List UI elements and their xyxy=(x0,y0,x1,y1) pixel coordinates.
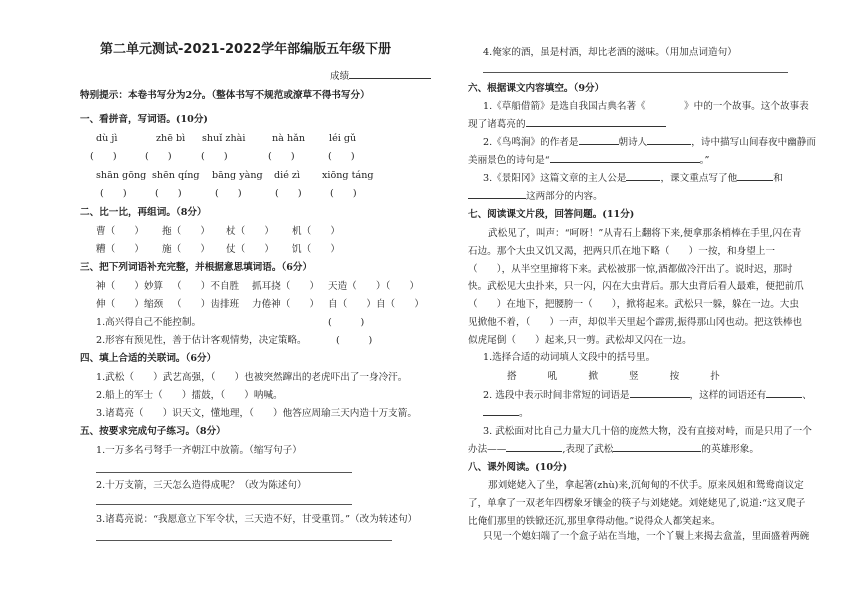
answer-blank[interactable]: ( ) xyxy=(330,188,357,199)
pinyin: zhē bì xyxy=(156,133,186,144)
question-line xyxy=(468,444,759,456)
question-text: 3. 武松面对比自己力量大几十倍的庞然大物，没有直接对峙，而是只用了一个 xyxy=(483,426,812,437)
answer-blank[interactable] xyxy=(526,126,666,127)
compare-item[interactable]: 曹（ ） xyxy=(96,226,144,237)
section-6-heading: 六、根据课文内容填空。（9分） xyxy=(468,83,605,94)
pinyin: shēn qíng xyxy=(152,170,200,181)
pinyin: shān gōng xyxy=(96,170,147,181)
compare-item[interactable]: 糟（ ） xyxy=(96,244,144,255)
question-text: 1.一万多名弓弩手一齐朝江中放箭。（缩写句子） xyxy=(96,445,302,456)
answer-line[interactable] xyxy=(483,72,788,73)
question-text: 现了诸葛亮的 xyxy=(468,119,526,130)
answer-blank[interactable]: ( ) xyxy=(201,151,228,162)
question-line xyxy=(483,390,812,402)
compare-item[interactable]: 杖（ ） xyxy=(226,226,274,237)
question-line xyxy=(483,137,816,149)
word-option: 吼 xyxy=(547,371,558,382)
question-text: 美丽景色的诗句是“ xyxy=(468,155,550,166)
pinyin: dié zì xyxy=(274,170,301,181)
pinyin: dù jì xyxy=(96,133,118,144)
question-text: 2.十万支箭，三天怎么造得成呢？（改为陈述句） xyxy=(96,480,307,491)
question-text: 办法—— xyxy=(468,444,507,455)
section-5-heading: 五、按要求完成句子练习。（8分） xyxy=(80,426,226,437)
extra-reading-tail: 只见一个媳妇端了一个盒子站在当地，一个丫鬟上来揭去盒盖，里面盛着两碗 xyxy=(483,531,810,542)
word-option: 扑 xyxy=(710,371,720,382)
section-3-heading: 三、把下列词语补充完整，并根据意思填词语。（6分） xyxy=(80,262,313,273)
question-text: 3.《景阳冈》这篇文章的主人公是 xyxy=(483,173,627,184)
answer-blank[interactable] xyxy=(550,162,700,163)
answer-blank[interactable] xyxy=(468,198,526,199)
answer-blank[interactable]: ( ) xyxy=(100,188,127,199)
question-text: 2.《鸟鸣涧》的作者是 xyxy=(483,137,579,148)
answer-blank[interactable]: ( ) xyxy=(145,151,172,162)
question-text: ,表现了武松 xyxy=(562,444,614,455)
pinyin: shuǐ zhài xyxy=(202,133,246,144)
question-line xyxy=(483,173,783,185)
section-7-heading: 七、阅读课文片段，回答问题。(11分) xyxy=(468,209,635,220)
section-8-heading: 八、课外阅读。(10分) xyxy=(468,462,568,473)
pinyin: xiōng táng xyxy=(322,170,374,181)
idiom-item[interactable]: 自（ ）自（ ） xyxy=(328,299,424,310)
answer-blank[interactable]: ( ) xyxy=(90,151,117,162)
section-4-heading: 四、填上合适的关联词。（6分） xyxy=(80,353,217,364)
question-text: 2.船上的军士（ ）擂鼓，（ ）呐喊。 xyxy=(96,390,283,401)
question-text: 3.诸葛亮（ ）识天文，懂地理，（ ）他答应周瑜三天内造十万支箭。 xyxy=(96,408,417,419)
answer-blank[interactable] xyxy=(506,451,562,452)
idiom-item[interactable]: 神（ ）妙算 xyxy=(96,281,164,292)
word-option: 搭 xyxy=(507,371,517,382)
answer-blank[interactable] xyxy=(483,415,519,416)
idiom-meaning-2 xyxy=(96,335,373,347)
page-title: 第二单元测试-2021-2022学年部编版五年级下册 xyxy=(100,42,392,57)
answer-blank[interactable]: ( ) xyxy=(275,188,302,199)
question-text: 、 xyxy=(802,390,812,401)
question-text: ，这样的词语还有 xyxy=(689,390,767,401)
answer-line[interactable] xyxy=(96,504,352,505)
idiom-item[interactable]: （ ）齿排班 xyxy=(172,299,240,310)
question-text: 1.高兴得自己不能控制。 xyxy=(96,317,202,328)
section-2-heading: 二、比一比，再组词。（8分） xyxy=(80,207,207,218)
special-tip: 特别提示：本卷书写分为2分。（整体书写不规范或潦草不得书写分） xyxy=(80,90,370,101)
answer-blank[interactable] xyxy=(613,451,701,452)
question-text: 这两部分的内容。 xyxy=(526,191,603,202)
compare-item[interactable]: 饥（ ） xyxy=(292,244,340,255)
word-option: 掀 xyxy=(588,371,598,382)
idiom-meaning-1 xyxy=(96,317,365,329)
question-text: 的英雄形象。 xyxy=(701,444,759,455)
reading-passage: 武松见了，叫声：“呵呀！”从青石上翻将下来,便拿那条梢棒在手里,闪在青石边。那个大虫又饥又渴，把两只爪在地下略（ ）一按，和身望上一（ ），从半空里撺将下来。武松被那一惊,酒都做冷汗出了。说时迟，那时快。武松见大虫扑来，只一闪，闪在大虫背后。那大虫背后看人最难，便把前爪（ ）在地下，把腰胯一（ ），掀将起来。武松只一躲，躲在一边。大虫见掀他不着，（ ）一声，却似半天里起个霹雳,振得那山冈也动。把这铁棒也似虎尾倒（ ）起来,只一剪。武松却又闪在一边。 xyxy=(468,228,804,346)
answer-blank[interactable]: ( ) xyxy=(336,335,373,346)
word-option: 按 xyxy=(669,371,680,382)
word-option: 竖 xyxy=(628,371,639,382)
pinyin: nà hǎn xyxy=(272,133,306,144)
question-text: 1.《草船借箭》是选自我国古典名著《 》中的一个故事。这个故事表 xyxy=(483,101,809,112)
question-text: 朝诗人 xyxy=(618,137,648,148)
answer-blank[interactable] xyxy=(766,397,802,398)
answer-line[interactable] xyxy=(96,540,392,541)
question-line xyxy=(468,119,666,131)
section-1-heading: 一、看拼音，写词语。(10分) xyxy=(80,114,208,125)
score-line xyxy=(330,71,431,83)
score-blank[interactable] xyxy=(349,78,431,79)
idiom-item[interactable]: 力倦神（ ） xyxy=(252,299,320,310)
question-text: 2. 选段中表示时间非常短的词语是 xyxy=(483,390,630,401)
answer-blank[interactable]: ( ) xyxy=(155,188,182,199)
question-line: 。 xyxy=(483,408,529,420)
extra-reading-passage: 那刘姥姥入了坐，拿起箸(zhù)来,沉甸甸的不伏手。原来凤姐和鸳鸯商议定了，单拿了一双老年四楞象牙镶金的筷子与刘姥姥。刘姥姥见了,说道:“这叉爬子比俺们那里的铁锨还沉,那里拿得动他。”说得众人都笑起来。 xyxy=(468,480,806,527)
pinyin: bāng yàng xyxy=(212,170,263,181)
answer-blank[interactable] xyxy=(630,397,690,398)
answer-blank[interactable] xyxy=(579,144,619,145)
question-text: ，诗中描写山间春夜中幽静而 xyxy=(691,137,816,148)
pinyin: léi gǔ xyxy=(329,133,357,144)
answer-blank[interactable] xyxy=(626,180,660,181)
idiom-item[interactable]: 伸（ ）缩颈 xyxy=(96,299,164,310)
answer-blank[interactable] xyxy=(647,144,691,145)
question-text: 1.武松（ ）武艺高强，（ ）也被突然蹿出的老虎吓出了一身冷汗。 xyxy=(96,372,408,383)
answer-blank[interactable]: ( ) xyxy=(268,151,295,162)
question-text: 2.形容有预见性，善于估计客观情势，决定策略。 xyxy=(96,335,307,346)
answer-line[interactable] xyxy=(96,472,352,473)
question-line xyxy=(468,191,603,203)
compare-item[interactable]: 仗（ ） xyxy=(226,244,274,255)
word-options xyxy=(507,371,748,383)
question-text: ，课文重点写了他 xyxy=(660,173,738,184)
answer-blank[interactable] xyxy=(737,180,773,181)
compare-item[interactable]: 拖（ ） xyxy=(162,226,210,237)
answer-blank[interactable]: ( ) xyxy=(328,317,365,328)
compare-item[interactable]: 施（ ） xyxy=(162,244,210,255)
answer-blank[interactable]: ( ) xyxy=(328,151,355,162)
compare-item[interactable]: 机（ ） xyxy=(292,226,340,237)
score-label: 成绩 xyxy=(330,71,350,82)
question-text: 和 xyxy=(773,173,783,184)
question-text: 。” xyxy=(699,155,710,166)
idiom-item[interactable]: （ ）不自胜 xyxy=(172,281,240,292)
answer-blank[interactable]: ( ) xyxy=(215,188,242,199)
question-text: 1.选择合适的动词填人文段中的括号里。 xyxy=(483,352,656,363)
question-text: 3.诸葛亮说：“我愿意立下军令状，三天造不好，甘受重罚。”（改为转述句） xyxy=(96,514,418,525)
idiom-item[interactable]: 天造（ ）（ ） xyxy=(328,281,420,292)
question-line xyxy=(468,155,709,167)
idiom-item[interactable]: 抓耳挠（ ） xyxy=(252,281,320,292)
question-text: 4.俺家的酒，虽是村酒，却比老酒的滋味。（用加点词造句） xyxy=(483,47,737,58)
